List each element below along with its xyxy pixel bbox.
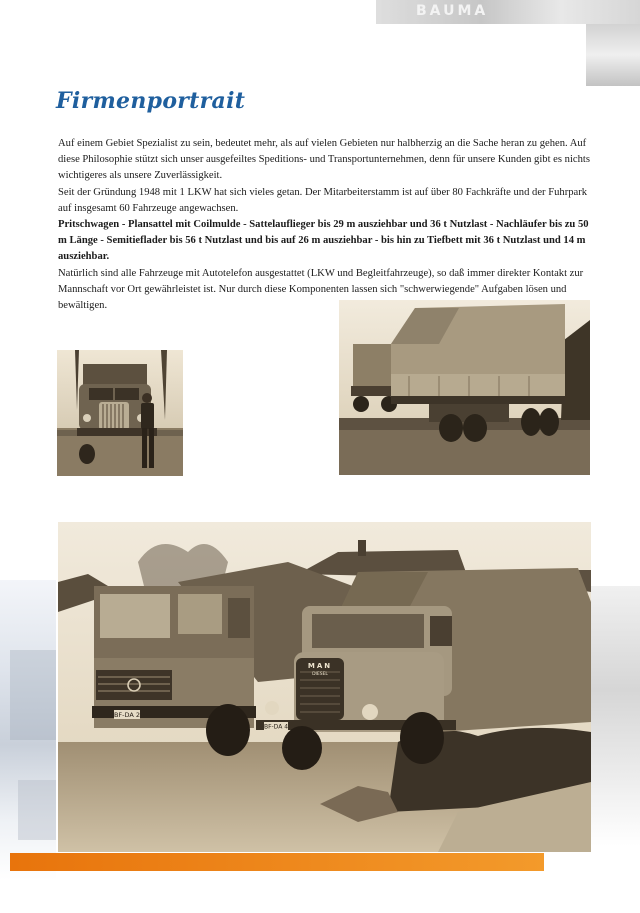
accent-bar [10,853,544,871]
photo-driver-with-truck [57,350,183,476]
man-badge: MAN [307,662,333,670]
plate-man: BF-DA 4 [263,723,289,731]
decor-top-banner [376,0,640,24]
photo-truck-trailer [339,300,590,475]
paragraph-communication: Natürlich sind alle Fahrzeuge mit Autotelefon ausgestattet (LKW und Begleitfahrzeuge), so daß immer direkter Kontakt zur Mannschaft vor Ort gewährleistet ist. Nur durch diese Komponenten lassen sich "schwerwiegende" Aufgaben lösen und bewältigen. [58,267,584,312]
page-title: Firmenportrait [56,88,246,114]
photo-mercedes-and-man-trucks [58,522,591,852]
paragraph-fleet: Pritschwagen - Plansattel mit Coilmulde - Sattelauflieger bis 29 m ausziehbar und 36 t Nutzlast - Nachläufer bis zu 50 m Länge - Semitieflader bis 56 t Nutzlast und bis auf 26 m ausziehbar - bis hin zu Tiefbett mit 36 t Nutzlast und 14 m ausziehbar. [58,219,589,263]
paragraph-intro: Auf einem Gebiet Spezialist zu sein, bedeutet mehr, als auf vielen Gebieten nur halbherzig an die Sache heran zu gehen. Auf diese Philosophie stützt sich unser ausgefeiltes Speditions- und Transportunternehmen, denn für unsere Kunden gibt es nichts wichtigeres als unsere Zuverlässigkeit. [58,138,590,182]
body-text [58,136,596,314]
man-badge-sub: DIESEL [312,672,328,677]
decor-banner-word: BAUMA [416,3,489,19]
plate-mercedes: BF-DA 2 [113,711,141,719]
decor-right-strip [590,586,640,846]
decor-left-strip [0,580,56,880]
decor-top-right-photo [586,24,640,86]
paragraph-history: Seit der Gründung 1948 mit 1 LKW hat sich vieles getan. Der Mitarbeiterstamm ist auf über 80 Fachkräfte und der Fuhrpark auf insgesamt 60 Fahrzeuge angewachsen. [58,186,588,214]
